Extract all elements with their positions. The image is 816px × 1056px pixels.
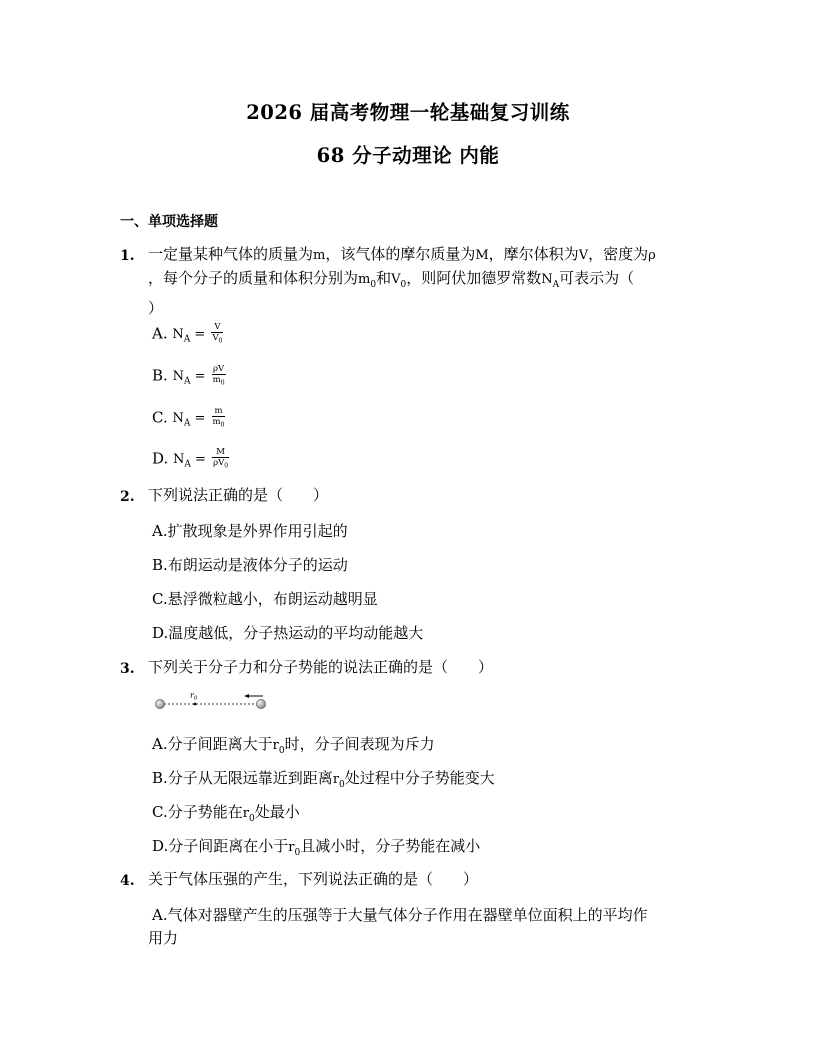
question-1-option-a: A. $N_A$ = $\frac{V}{V_0}$ xyxy=(152,322,223,345)
question-3-text: 下列关于分子力和分子势能的说法正确的是（ ） xyxy=(148,658,494,676)
question-1-text: 一定量某种气体的质量为m，该气体的摩尔质量为M，摩尔体积为V，密度为ρ ，每个分子的质量和体积分别为$m_0$和$V_0$，则阿伏加德罗常数$N_A$可表示为（ ） xyxy=(148,245,656,317)
question-4-number: 4. xyxy=(120,873,135,889)
r0-label: r0 xyxy=(190,691,198,702)
question-2-number: 2. xyxy=(120,489,135,505)
fraction: $\frac{M}{\rho V_0}$ xyxy=(213,447,229,470)
question-3-option-b: B.分子从无限远靠近到距离$r_0$处过程中分子势能变大 xyxy=(152,769,495,790)
question-2-option-a: A.扩散现象是外界作用引起的 xyxy=(152,522,348,540)
question-2-option-d: D.温度越低，分子热运动的平均动能越大 xyxy=(152,624,424,642)
fraction: $\frac{V}{V_0}$ xyxy=(212,322,223,345)
question-3-option-a: A.分子间距离大于$r_0$时，分子间表现为斥力 xyxy=(152,735,435,756)
arrow-head-icon xyxy=(244,694,249,698)
question-2-option-c: C.悬浮微粒越小，布朗运动越明显 xyxy=(152,590,378,608)
question-1-number: 1. xyxy=(120,248,135,264)
question-3-number: 3. xyxy=(120,661,135,677)
fraction: $\frac{m}{m_0}$ xyxy=(212,406,225,429)
question-1-option-d: D. $N_A$ = $\frac{M}{\rho V_0}$ xyxy=(152,447,229,470)
question-1-option-b: B. $N_A$ = $\frac{\rho V}{m_0}$ xyxy=(152,364,225,387)
question-1-option-c: C. $N_A$ = $\frac{m}{m_0}$ xyxy=(152,406,225,429)
document-subtitle: 68 分子动理论 内能 xyxy=(316,144,500,167)
question-2-text: 下列说法正确的是（ ） xyxy=(148,486,329,504)
equilibrium-point-marker xyxy=(194,703,197,706)
question-4-text: 关于气体压强的产生，下列说法正确的是（ ） xyxy=(148,870,479,888)
molecule-left xyxy=(155,699,164,708)
molecule-distance-figure xyxy=(150,688,272,712)
question-3-option-d: D.分子间距离在小于$r_0$且减小时，分子势能在减小 xyxy=(152,837,481,858)
section-heading: 一、单项选择题 xyxy=(120,214,218,230)
question-3-option-c: C.分子势能在$r_0$处最小 xyxy=(152,803,300,824)
fraction: $\frac{\rho V}{m_0}$ xyxy=(212,364,225,387)
question-4-option-a: A.气体对器壁产生的压强等于大量气体分子作用在器壁单位面积上的平均作 用力 xyxy=(148,906,648,947)
question-2-option-b: B.布朗运动是液体分子的运动 xyxy=(152,556,348,574)
document-title: 2026 届高考物理一轮基础复习训练 xyxy=(246,101,570,124)
molecule-right xyxy=(256,699,265,708)
